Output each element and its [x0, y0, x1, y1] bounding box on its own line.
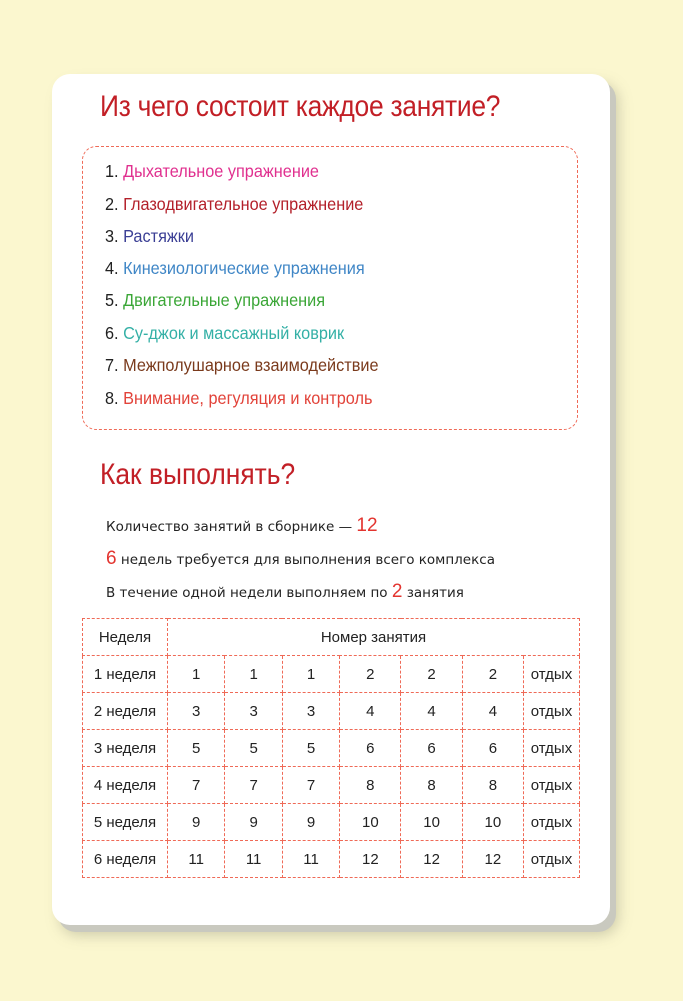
- table-cell: 2: [462, 656, 523, 693]
- table-cell: 6: [462, 730, 523, 767]
- week-cell: 3 неделя: [83, 730, 168, 767]
- rest-cell: отдых: [524, 656, 580, 693]
- table-cell: 3: [168, 693, 225, 730]
- per-week-text: В течение одной недели выполняем по 2 занятия: [106, 581, 464, 602]
- table-cell: 1: [282, 656, 339, 693]
- table-row: [83, 730, 580, 767]
- table-cell: 8: [401, 767, 462, 804]
- table-row: [83, 804, 580, 841]
- table-cell: 4: [462, 693, 523, 730]
- table-row: [83, 656, 580, 693]
- table-cell: 11: [168, 841, 225, 878]
- table-cell: 1: [225, 656, 282, 693]
- column-header-week: Неделя: [83, 619, 168, 656]
- table-cell: 4: [340, 693, 401, 730]
- table-cell: 3: [225, 693, 282, 730]
- table-row: [83, 841, 580, 878]
- table-cell: 9: [282, 804, 339, 841]
- table-cell: 8: [462, 767, 523, 804]
- table-cell: 6: [340, 730, 401, 767]
- rest-cell: отдых: [524, 693, 580, 730]
- table-cell: 12: [462, 841, 523, 878]
- table-cell: 7: [168, 767, 225, 804]
- list-item: 4. Кинезиологические упражнения: [105, 258, 365, 278]
- list-item-label: Межполушарное взаимодействие: [123, 355, 379, 375]
- list-item-label: Кинезиологические упражнения: [123, 258, 365, 278]
- section-title-composition: Из чего состоит каждое занятие?: [100, 90, 501, 123]
- list-item-label: Су-джок и массажный коврик: [123, 323, 345, 343]
- rest-cell: отдых: [524, 841, 580, 878]
- table-cell: 11: [282, 841, 339, 878]
- table-cell: 9: [225, 804, 282, 841]
- week-cell: 1 неделя: [83, 656, 168, 693]
- week-cell: 6 неделя: [83, 841, 168, 878]
- table-cell: 7: [225, 767, 282, 804]
- table-cell: 3: [282, 693, 339, 730]
- table-row: [83, 693, 580, 730]
- list-item: 2. Глазодвигательное упражнение: [105, 194, 364, 214]
- list-item: 7. Межполушарное взаимодействие: [105, 355, 379, 375]
- per-week-value: 2: [391, 581, 403, 602]
- list-item-label: Дыхательное упражнение: [123, 161, 319, 181]
- week-cell: 5 неделя: [83, 804, 168, 841]
- column-header-lesson: Номер занятия: [168, 619, 580, 656]
- section-title-howto: Как выполнять?: [100, 458, 296, 491]
- lesson-components-list: [82, 146, 578, 430]
- week-cell: 4 неделя: [83, 767, 168, 804]
- table-cell: 6: [401, 730, 462, 767]
- table-cell: 8: [340, 767, 401, 804]
- list-item: 1. Дыхательное упражнение: [105, 161, 319, 181]
- list-item: 8. Внимание, регуляция и контроль: [105, 388, 373, 408]
- table-cell: 11: [225, 841, 282, 878]
- list-item: 3. Растяжки: [105, 226, 195, 246]
- table-cell: 5: [225, 730, 282, 767]
- content-card: [52, 74, 610, 925]
- lessons-count-value: 12: [356, 515, 378, 536]
- rest-cell: отдых: [524, 804, 580, 841]
- table-cell: 5: [282, 730, 339, 767]
- weeks-count-value: 6: [106, 548, 117, 569]
- list-item-label: Глазодвигательное упражнение: [123, 194, 364, 214]
- list-item-label: Растяжки: [123, 226, 195, 246]
- list-item: 5. Двигательные упражнения: [105, 290, 326, 310]
- table-cell: 9: [168, 804, 225, 841]
- table-header-row: [83, 619, 580, 656]
- table-cell: 10: [340, 804, 401, 841]
- table-cell: 10: [401, 804, 462, 841]
- week-cell: 2 неделя: [83, 693, 168, 730]
- table-cell: 12: [401, 841, 462, 878]
- table-cell: 4: [401, 693, 462, 730]
- table-cell: 5: [168, 730, 225, 767]
- table-cell: 12: [340, 841, 401, 878]
- rest-cell: отдых: [524, 730, 580, 767]
- table-cell: 10: [462, 804, 523, 841]
- schedule-table: [82, 618, 580, 878]
- list-item-label: Двигательные упражнения: [123, 290, 326, 310]
- list-item: 6. Су-джок и массажный коврик: [105, 323, 345, 343]
- list-item-label: Внимание, регуляция и контроль: [123, 388, 373, 408]
- table-cell: 1: [168, 656, 225, 693]
- table-cell: 2: [401, 656, 462, 693]
- rest-cell: отдых: [524, 767, 580, 804]
- table-cell: 7: [282, 767, 339, 804]
- table-cell: 2: [340, 656, 401, 693]
- table-row: [83, 767, 580, 804]
- weeks-count-text: 6 недель требуется для выполнения всего комплекса: [106, 548, 495, 569]
- lessons-count-text: Количество занятий в сборнике — 12: [106, 515, 378, 536]
